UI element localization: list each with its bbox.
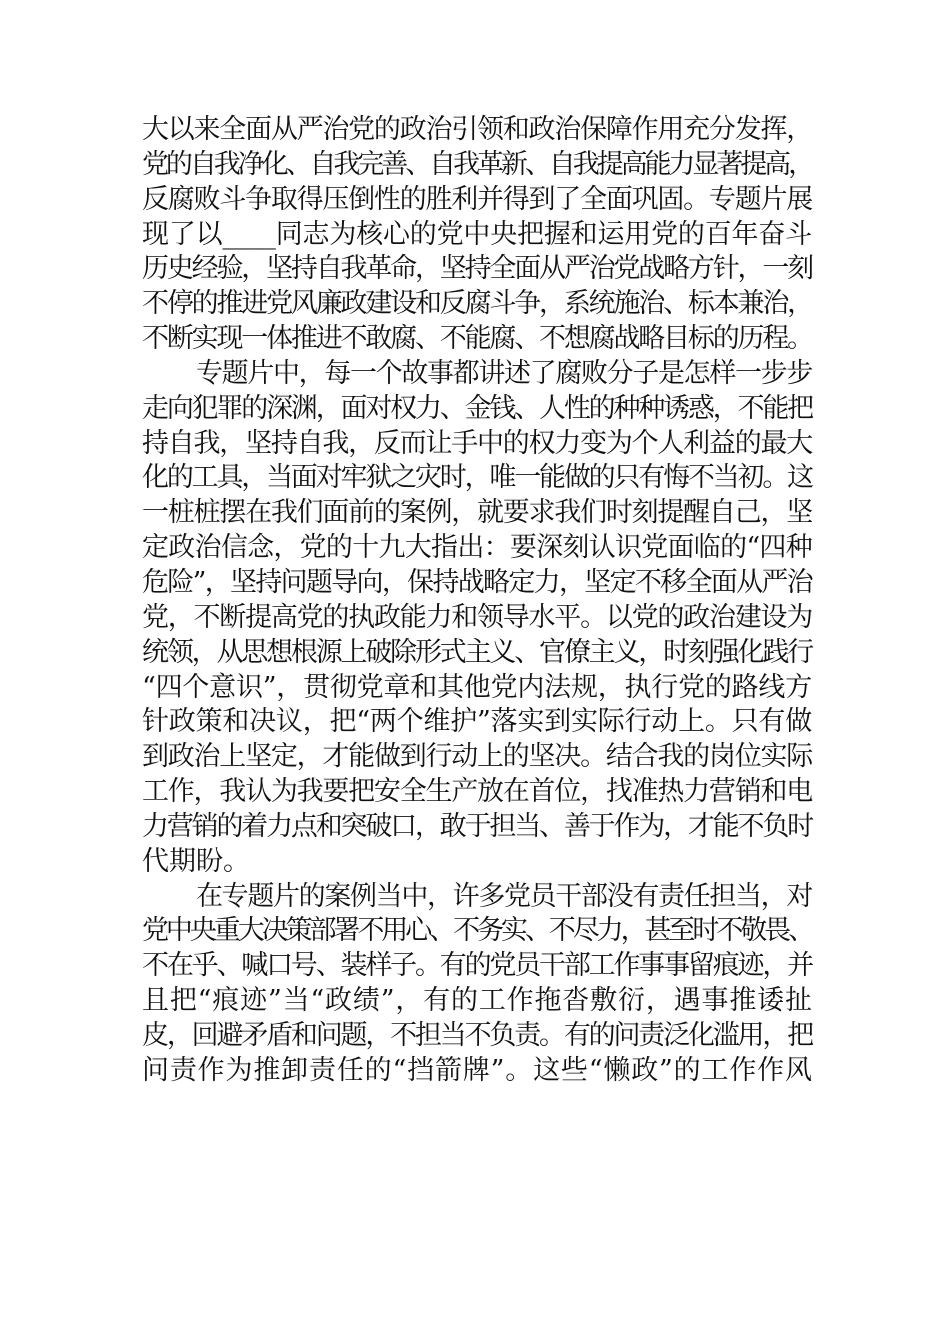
text-line: 问责作为推卸责任的“挡箭牌”。这些“懒政”的工作作风 xyxy=(142,1054,812,1086)
text-line: 力营销的着力点和突破口，敢于担当、善于作为，才能不负时 xyxy=(142,810,812,842)
text-line: 反腐败斗争取得压倒性的胜利并得到了全面巩固。专题片展 xyxy=(142,183,812,215)
text-line: 不在乎、喊口号、装样子。有的党员干部工作事事留痕迹，并 xyxy=(142,950,812,982)
text-line: 到政治上坚定，才能做到行动上的坚决。结合我的岗位实际 xyxy=(142,741,812,773)
text-line: 且把“痕迹”当“政绩”，有的工作拖沓敷衍，遇事推诿扯 xyxy=(142,985,812,1017)
text-line: 党中央重大决策部署不用心、不务实、不尽力，甚至时不敬畏、 xyxy=(142,915,812,947)
text-line: 历史经验，坚持自我革命，坚持全面从严治党战略方针，一刻 xyxy=(142,253,812,285)
text-line: 定政治信念，党的十九大指出：要深刻认识党面临的“四种 xyxy=(142,532,812,564)
text-line: 专题片中，每一个故事都讲述了腐败分子是怎样一步步 xyxy=(196,357,812,389)
text-line: 皮，回避矛盾和问题，不担当不负责。有的问责泛化滥用，把 xyxy=(142,1019,812,1051)
text-line: 危险”，坚持问题导向，保持战略定力，坚定不移全面从严治 xyxy=(142,566,812,598)
text-line: 走向犯罪的深渊，面对权力、金钱、人性的种种诱惑，不能把 xyxy=(142,392,812,424)
text-line: “四个意识”，贯彻党章和其他党内法规，执行党的路线方 xyxy=(142,671,812,703)
text-line: 针政策和决议，把“两个维护”落实到实际行动上。只有做 xyxy=(142,706,812,738)
text-line: 党，不断提高党的执政能力和领导水平。以党的政治建设为 xyxy=(142,601,812,633)
text-line: 工作，我认为我要把安全生产放在首位，找准热力营销和电 xyxy=(142,776,812,808)
body-text xyxy=(142,113,812,1089)
text-line: 化的工具，当面对牢狱之灾时，唯一能做的只有悔不当初。这 xyxy=(142,462,812,494)
text-line: 代期盼。 xyxy=(142,845,250,877)
text-line: 一桩桩摆在我们面前的案例，就要求我们时刻提醒自己，坚 xyxy=(142,497,812,529)
text-line: 现了以____同志为核心的党中央把握和运用党的百年奋斗 xyxy=(142,218,812,250)
text-line: 党的自我净化、自我完善、自我革新、自我提高能力显著提高， xyxy=(142,148,812,180)
text-line: 不断实现一体推进不敢腐、不能腐、不想腐战略目标的历程。 xyxy=(142,323,812,355)
text-line: 在专题片的案例当中，许多党员干部没有责任担当，对 xyxy=(196,880,812,912)
text-line: 不停的推进党风廉政建设和反腐斗争，系统施治、标本兼治， xyxy=(142,288,812,320)
text-line: 统领，从思想根源上破除形式主义、官僚主义，时刻强化践行 xyxy=(142,636,812,668)
text-line: 持自我，坚持自我，反而让手中的权力变为个人利益的最大 xyxy=(142,427,812,459)
text-line: 大以来全面从严治党的政治引领和政治保障作用充分发挥， xyxy=(142,114,812,145)
